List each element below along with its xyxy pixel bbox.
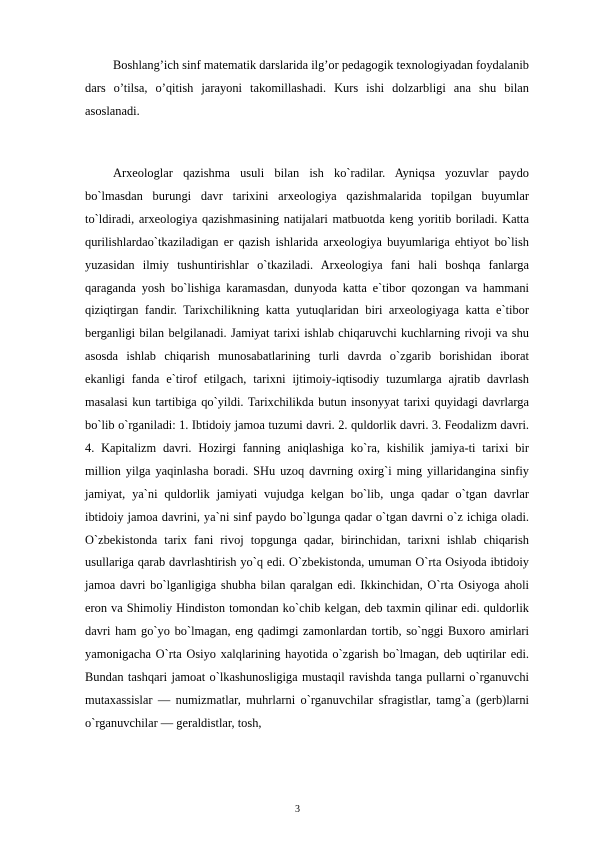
page-number: 3 bbox=[295, 804, 300, 815]
body-text-block-2 bbox=[85, 162, 529, 735]
body-text-block-1 bbox=[85, 54, 529, 123]
paragraph-intro: Boshlang’ich sinf matematik darslarida ilg’or pedagogik texnologiyadan foydalanib dars o’tilsa, o’qitish jarayoni takomillashadi. Kurs ishi dolzarbligi ana shu bilan asoslanadi. bbox=[85, 58, 530, 118]
paragraph-archaeology: Arxeologlar qazishma usuli bilan ish ko`radilar. Ayniqsa yozuvlar paydo bo`lmasdan burungi davr tarixini arxeologiya qazishmalarida topilgan buyumlar to`ldiradi, arxeologiya qazishmasining natijalari matbuotda keng yoritib boriladi. Katta qurilishlardao`tkaziladigan er qazish ishlarida arxeologiya buyumlariga ehtiyot bo`lish yuzasidan ilmiy tushuntirishlar o`tkaziladi. Arxeologiya fani hali boshqa fanlarga qaraganda yosh bo`lishiga karamasdan, dunyoda katta e`tibor qozongan va hammani qiziqtirgan fandir. Tarixchilikning katta yutuqlaridan biri arxeologiyaga katta e`tibor berganligi bilan belgilanadi. Jamiyat tarixi ishlab chiqaruvchi kuchlarning rivoji va shu asosda ishlab chiqarish munosabatlarining turli davrda o`zgarib borishidan iborat ekanligi fanda e`tirof etilgach, tarixni ijtimoiy-iqtisodiy tuzumlarga ajratib davrlash masalasi kun tartibiga qo`yildi. Tarixchilikda butun insonyyat tarixi quyidagi davrlarga bo`lib o`rganiladi: 1. Ibtidoiy jamoa tuzumi davri. 2. quldorlik davri. 3. Feodalizm davri. 4. Kapitalizm davri. Hozirgi fanning aniqlashiga ko`ra, kishilik jamiya-ti tarixi bir million yilga yaqinlasha boradi. SHu uzoq davrning oxirg`i ming yillaridangina sinfiy jamiyat, ya`ni quldorlik jamiyati vujudga kelgan bo`lib, unga qadar o`tgan davrlar ibtidoiy jamoa davrini, ya`ni sinf paydo bo`lgunga qadar o`tgan davrni o`z ichiga oladi. O`zbekistonda tarix fani rivoj topgunga qadar, birinchidan, tarixni ishlab chiqarish usullariga qarab davrlashtirish yo`q edi. O`zbekistonda, umuman O`rta Osiyoda ibtidoiy jamoa davri bo`lganligiga shubha bilan qaralgan edi. Ikkinchidan, O`rta Osiyoga aholi eron va Shimoliy Hindiston tomondan ko`chib kelgan, deb taxmin qilinar edi. quldorlik davri ham go`yo bo`lmagan, eng qadimgi zamonlardan tortib, so`nggi Buxoro amirlari yamonigacha O`rta Osiyo xalqlarining hayotida o`zgarish bo`lmagan, deb uqtirilar edi. Bundan tashqari jamoat o`lkashunosligiga mustaqil ravishda tanga pullarni o`rganuvchi mutaxassislar — numizmatlar, muhrlarni o`rganuvchilar sfragistlar, tamg`a (gerb)larni o`rganuvchilar — geraldistlar, tosh, bbox=[85, 166, 529, 730]
